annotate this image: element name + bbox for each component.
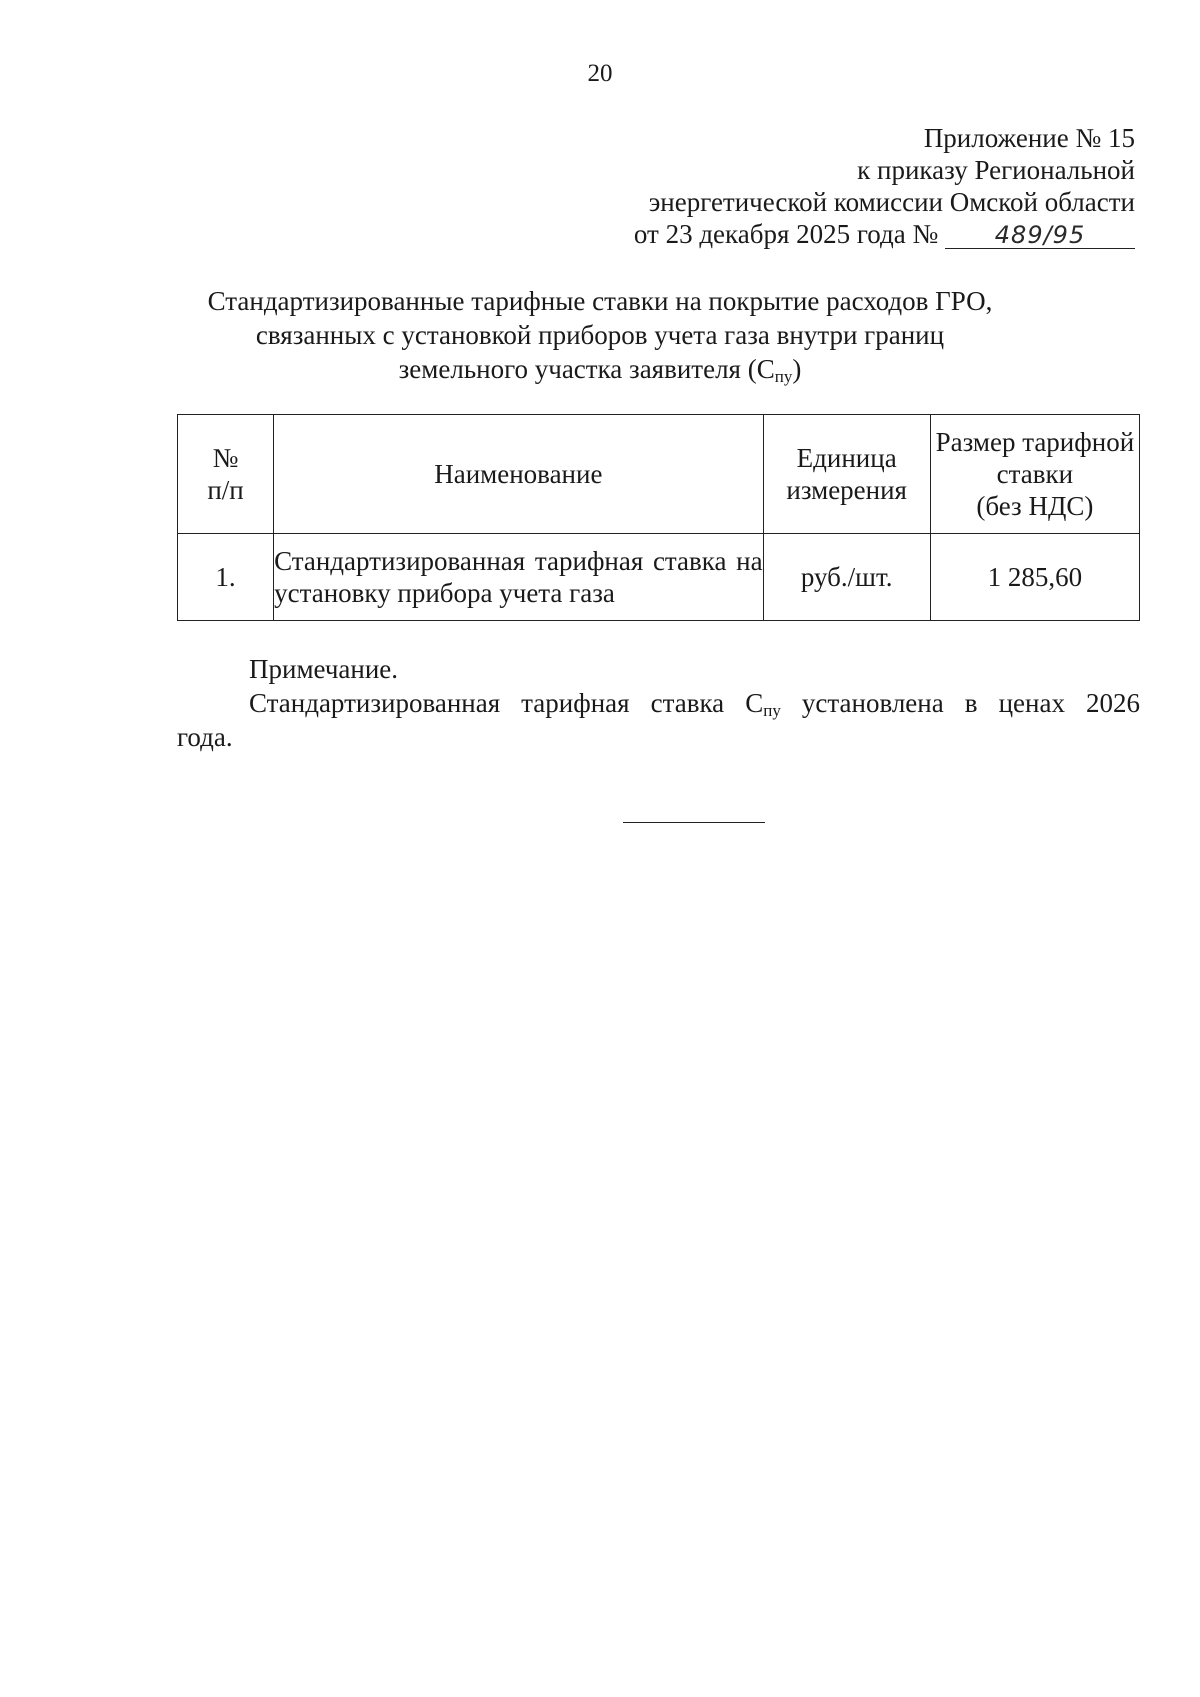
note-subscript: пу	[763, 701, 781, 720]
header-unit-line-2: измерения	[786, 475, 907, 505]
row-number: 1.	[178, 534, 274, 621]
note-section	[177, 652, 1140, 754]
title-subscript: пу	[774, 367, 793, 386]
end-divider	[623, 822, 765, 823]
table-header-row	[178, 415, 1140, 534]
header-unit-line-1: Единица	[796, 443, 897, 473]
title-line-3-text: земельного участка заявителя (С	[398, 354, 775, 384]
header-number-sign: №	[212, 443, 239, 473]
header-rate-line-1: Размер тарифной	[935, 427, 1135, 457]
header-rate-line-2: ставки	[996, 459, 1074, 489]
appendix-header	[634, 122, 1135, 250]
note-heading: Примечание.	[249, 654, 399, 684]
header-rate	[930, 415, 1139, 534]
appendix-number: Приложение № 15	[923, 123, 1135, 153]
note-text	[177, 686, 1140, 754]
note-text-end: установлена в ценах 2026 года.	[177, 688, 1140, 752]
title-line-1: Стандартизированные тарифные ставки на покрытие расходов ГРО,	[207, 286, 993, 316]
tariff-table	[177, 414, 1140, 621]
row-rate: 1 285,60	[930, 534, 1139, 621]
appendix-order-ref: к приказу Региональной	[857, 155, 1135, 185]
header-number	[178, 415, 274, 534]
title-line-3-close: )	[792, 354, 802, 384]
row-name: Стандартизированная тарифная ставка на установку прибора учета газа	[274, 534, 764, 621]
appendix-date: от 23 декабря 2025 года №	[633, 219, 939, 249]
row-unit: руб./шт.	[763, 534, 930, 621]
note-text-start: Стандартизированная тарифная ставка С	[249, 688, 764, 718]
handwritten-order-number: 489/95	[945, 222, 1135, 249]
table-row	[178, 534, 1140, 621]
title-line-2: связанных с установкой приборов учета газа внутри границ	[255, 320, 945, 350]
header-name: Наименование	[274, 415, 764, 534]
appendix-date-line	[634, 218, 1135, 250]
document-title	[0, 284, 1200, 386]
page-number: 20	[587, 60, 613, 87]
title-line-3	[0, 352, 1200, 386]
header-rate-line-3: (без НДС)	[976, 491, 1094, 521]
header-unit	[763, 415, 930, 534]
appendix-commission: энергетической комиссии Омской области	[648, 187, 1135, 217]
header-number-pp: п/п	[207, 475, 244, 505]
